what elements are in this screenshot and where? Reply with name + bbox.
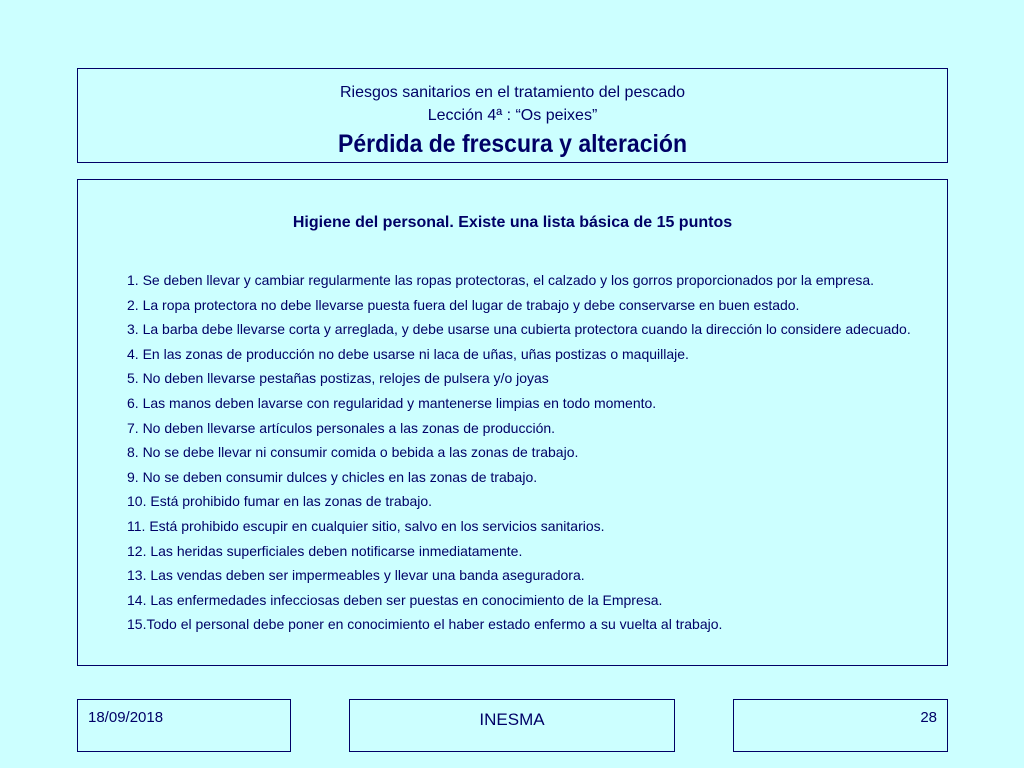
list-item: 2. La ropa protectora no debe llevarse puesta fuera del lugar de trabajo y debe conservarse en buen estado. [127,296,800,313]
footer-organization: INESMA [479,710,545,729]
hygiene-list [127,268,937,637]
slide-header [77,68,948,163]
slide-title: Pérdida de frescura y alteración [338,130,687,158]
lesson-title: Lección 4ª : “Os peixes” [427,107,598,124]
list-item: 10. Está prohibido fumar en las zonas de trabajo. [127,493,433,510]
list-item: 9. No se deben consumir dulces y chicles en las zonas de trabajo. [127,468,538,485]
footer-date: 18/09/2018 [88,709,164,726]
list-item: 5. No deben llevarse pestañas postizas, relojes de pulsera y/o joyas [127,370,549,387]
list-item: 7. No deben llevarse artículos personales a las zonas de producción. [127,419,556,436]
list-item: 1. Se deben llevar y cambiar regularmente las ropas protectoras, el calzado y los gorros proporcionados por la empresa. [127,272,875,288]
list-item: 15.Todo el personal debe poner en conocimiento el haber estado enfermo a su vuelta al trabajo. [127,616,723,633]
footer-date-box [77,699,291,752]
list-item: 3. La barba debe llevarse corta y arreglada, y debe usarse una cubierta protectora cuando la dirección lo considere adecuado. [127,321,911,338]
list-item: 12. Las heridas superficiales deben notificarse inmediatamente. [127,542,523,559]
course-title: Riesgos sanitarios en el tratamiento del pescado [339,84,686,101]
page-number: 28 [920,709,937,726]
slide-content [77,179,948,666]
list-item: 6. Las manos deben lavarse con regularidad y mantenerse limpias en todo momento. [127,394,657,411]
list-item: 11. Está prohibido escupir en cualquier sitio, salvo en los servicios sanitarios. [127,517,605,534]
content-subtitle: Higiene del personal. Existe una lista básica de 15 puntos [292,214,733,231]
footer-center-box [349,699,675,752]
footer-page-box [733,699,948,752]
list-item: 14. Las enfermedades infecciosas deben ser puestas en conocimiento de la Empresa. [127,591,663,608]
list-item: 13. Las vendas deben ser impermeables y llevar una banda aseguradora. [127,567,585,584]
list-item: 8. No se debe llevar ni consumir comida o bebida a las zonas de trabajo. [127,444,579,461]
list-item: 4. En las zonas de producción no debe usarse ni laca de uñas, uñas postizas o maquillaje. [127,345,689,362]
